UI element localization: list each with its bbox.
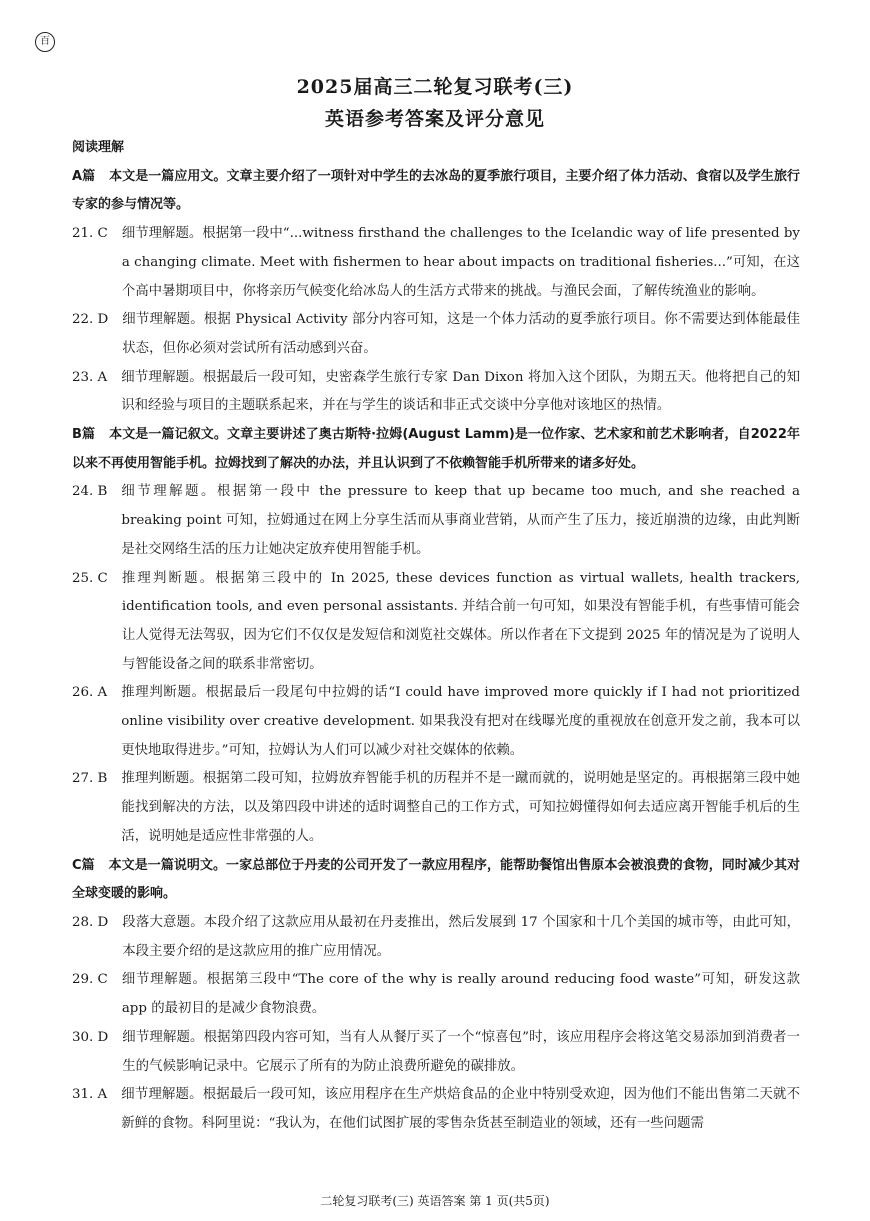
answer-item <box>72 565 800 680</box>
corner-badge: 百 <box>35 32 55 52</box>
answer-number: 23. A <box>72 369 108 385</box>
answer-number: 24. B <box>72 484 108 500</box>
answer-explanation: 推理判断题。根据第三段中的 In 2025, these devices function as virtual wallets, health trackers, identification tools, and even personal assistants. 并结合前一句可知，如果没有智能手机，有些事情可能会让人觉得无法驾驭，因为它们不仅仅是发短信和浏览社交媒体。所以作者在下文提到 2025 年的情况是为了说明人与智能设备之间的联系非常密切。 <box>121 570 800 672</box>
answer-item <box>72 220 800 306</box>
answer-explanation: 细节理解题。根据 Physical Activity 部分内容可知，这是一个体力活动的夏季旅行项目。你不需要达到体能最佳状态，但你必须对尝试所有活动感到兴奋。 <box>122 312 800 356</box>
answer-explanation: 细节理解题。根据第一段中 the pressure to keep that up became too much, and she reached a breaking point 可知，拉姆通过在网上分享生活而从事商业营销，从而产生了压力，接近崩溃的边缘，由此判断是社交网络生活的压力让她决定放弃使用智能手机。 <box>121 484 800 557</box>
answer-explanation: 细节理解题。根据最后一段可知，该应用程序在生产烘焙食品的企业中特别受欢迎，因为他们不能出售第二天就不新鲜的食物。科阿里说：“我认为，在他们试图扩展的零售杂货甚至制造业的领域，还有一些问题需 <box>121 1087 800 1131</box>
passage-label: B篇 <box>72 427 96 443</box>
answer-explanation: 推理判断题。根据第二段可知，拉姆放弃智能手机的历程并不是一蹴而就的，说明她是坚定的。再根据第三段中她能找到解决的方法，以及第四段中讲述的适时调整自己的工作方式，可知拉姆懂得如何去适应离开智能手机后的生活，说明她是适应性非常强的人。 <box>121 771 800 844</box>
passage-summary-text: 本文是一篇说明文。一家总部位于丹麦的公司开发了一款应用程序，能帮助餐馆出售原本会被浪费的食物，同时减少其对全球变暖的影响。 <box>72 857 800 902</box>
answer-item <box>72 1081 800 1138</box>
answer-number: 28. D <box>72 914 109 930</box>
passage-summary-text: 本文是一篇记叙文。文章主要讲述了奥古斯特·拉姆(August Lamm)是一位作家、艺术家和前艺术影响者，自2022年以来不再使用智能手机。拉姆找到了解决的办法，并且认识到了不依赖智能手机所带来的诸多好处。 <box>72 427 800 471</box>
answer-item <box>72 478 800 564</box>
answer-content <box>72 134 800 1139</box>
answer-explanation: 段落大意题。本段介绍了这款应用从最初在丹麦推出，然后发展到 17 个国家和十几个美国的城市等，由此可知，本段主要介绍的是这款应用的推广应用情况。 <box>122 914 800 959</box>
answer-number: 31. A <box>72 1087 108 1103</box>
answer-item <box>72 364 800 421</box>
passage-b-summary <box>72 421 800 478</box>
section-title: 阅读理解 <box>72 140 125 155</box>
answer-key-title: 英语参考答案及评分意见 <box>324 108 545 130</box>
answer-explanation: 细节理解题。根据第三段中“The core of the why is really around reducing food waste”可知，研发这款 app 的最初目的是减少食物浪费。 <box>121 972 800 1017</box>
passage-label: C篇 <box>72 857 95 873</box>
answer-item <box>72 306 800 363</box>
answer-item <box>72 966 800 1023</box>
answer-item <box>72 1024 800 1081</box>
answer-number: 22. D <box>72 312 109 328</box>
answer-number: 25. C <box>72 570 108 586</box>
answer-item <box>72 679 800 765</box>
passage-c-summary <box>72 852 800 909</box>
answer-number: 30. D <box>72 1029 109 1045</box>
answer-explanation: 细节理解题。根据第四段内容可知，当有人从餐厅买了一个“惊喜包”时，该应用程序会将这笔交易添加到消费者一生的气候影响记录中。它展示了所有的为防止浪费所避免的碳排放。 <box>122 1029 800 1074</box>
answer-item <box>72 765 800 851</box>
passage-summary-text: 本文是一篇应用文。文章主要介绍了一项针对中学生的去冰岛的夏季旅行项目，主要介绍了体力活动、食宿以及学生旅行专家的参与情况等。 <box>72 168 800 213</box>
answer-explanation: 细节理解题。根据第一段中“...witness firsthand the challenges to the Icelandic way of life presented by a changing climate. Meet with fishermen to hear about impacts on traditional fisheries...”可知，在这个高中暑期项目中，你将亲历气候变化给冰岛人的生活方式带来的挑战。与渔民会面，了解传统渔业的影响。 <box>121 226 800 299</box>
answer-item <box>72 909 800 966</box>
passage-a-summary <box>72 163 800 220</box>
page-footer: 二轮复习联考(三) 英语答案 第 1 页(共5页) <box>320 1194 550 1208</box>
answer-number: 27. B <box>72 771 108 787</box>
answer-explanation: 推理判断题。根据最后一段尾句中拉姆的话“I could have improved more quickly if I had not prioritized online visibility over creative development. 如果我没有把对在线曝光度的重视放在创意开发之前，我本可以更快地取得进步。”可知，拉姆认为人们可以减少对社交媒体的依赖。 <box>121 685 800 758</box>
passage-label: A篇 <box>72 168 96 184</box>
answer-number: 21. C <box>72 226 108 242</box>
answer-explanation: 细节理解题。根据最后一段可知，史密森学生旅行专家 Dan Dixon 将加入这个团队，为期五天。他将把自己的知识和经验与项目的主题联系起来，并在与学生的谈话和非正式交谈中分享他对该地区的热情。 <box>121 369 800 414</box>
answer-number: 29. C <box>72 972 108 988</box>
exam-title: 2025届高三二轮复习联考(三) <box>296 76 574 98</box>
answer-number: 26. A <box>72 685 108 701</box>
